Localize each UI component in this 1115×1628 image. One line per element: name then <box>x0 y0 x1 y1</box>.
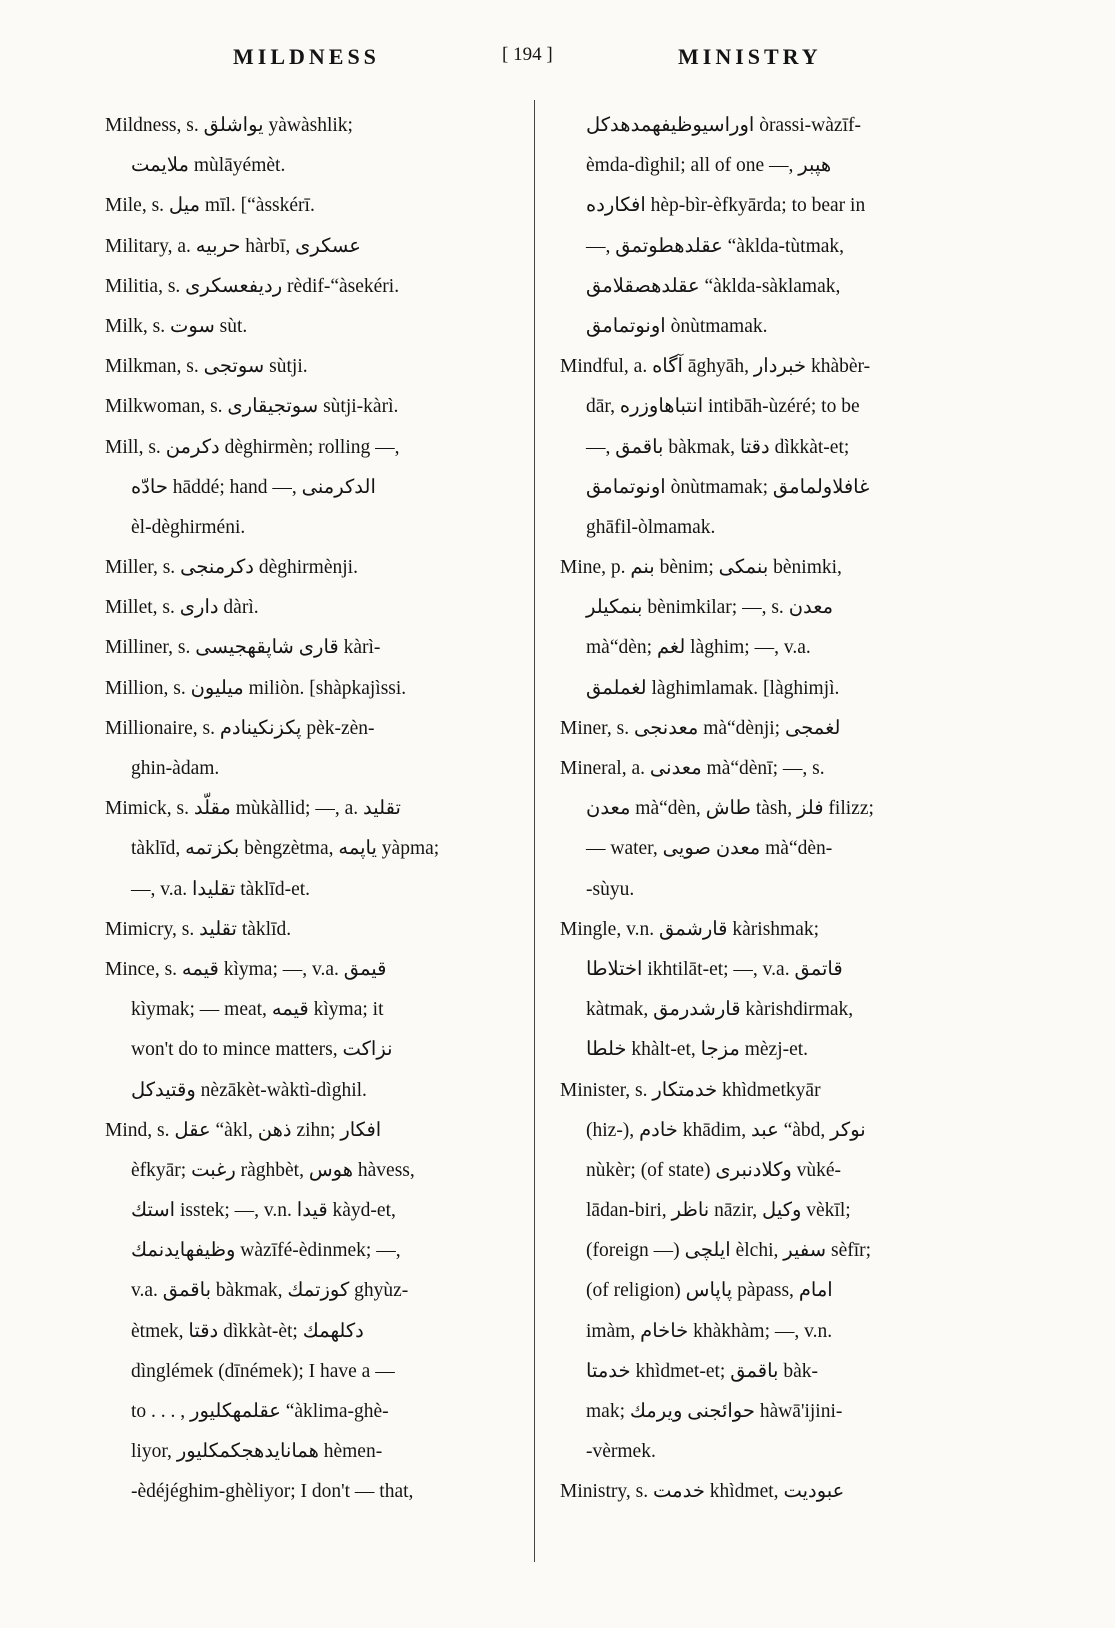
dictionary-line: èl-dèghirméni. <box>131 516 246 538</box>
dictionary-line: èmda-dìghil; all of one —, هپبر <box>586 155 832 177</box>
dictionary-line: معدن mà“dèn, طاش tàsh, فلز filizz; <box>586 798 874 820</box>
dictionary-line: -vèrmek. <box>586 1441 656 1463</box>
dictionary-line: Military, a. حربیه hàrbī, عسکری <box>105 235 361 257</box>
dictionary-line: won't do to mince matters, نزاکت <box>131 1039 393 1061</box>
dictionary-line: (hiz-), خادم khādim, عبد “àbd, نوکر <box>586 1119 866 1141</box>
dictionary-line: وقتیدکل nèzākèt-wàktì-dìghil. <box>131 1079 367 1101</box>
dictionary-line: Milkwoman, s. سوتجیقاری sùtji-kàrì. <box>105 396 399 418</box>
right-column <box>560 106 975 1513</box>
dictionary-line: Mile, s. میل mīl. [“àsskérī. <box>105 195 315 217</box>
column-divider <box>534 100 535 1562</box>
dictionary-line: بنمکیلر bènimkilar; —, s. معدن <box>586 597 834 619</box>
dictionary-line: Milk, s. سوت sùt. <box>105 315 248 337</box>
dictionary-line: وظیفهایدنمك wàzīfé-èdinmek; —, <box>131 1240 401 1262</box>
left-column <box>105 106 520 1513</box>
dictionary-line: Millionaire, s. پكزنكینادم pèk-zèn- <box>105 717 375 739</box>
dictionary-line: Ministry, s. خدمت khìdmet, عبودیت <box>560 1481 845 1503</box>
dictionary-line: اونوتمامق ònùtmamak. <box>586 315 768 337</box>
dictionary-line: Mineral, a. معدنی mà“dènī; —, s. <box>560 758 825 779</box>
dictionary-line: حادّه hāddé; hand —, الدکرمنی <box>131 476 376 498</box>
dictionary-line: Mingle, v.n. قارشمق kàrishmak; <box>560 918 820 940</box>
dictionary-line: liyor, همانایدهجکمکلیور hèmen- <box>131 1441 383 1463</box>
dictionary-line: (of religion) پاپاس pàpass, امام <box>586 1280 833 1302</box>
dictionary-line: Mill, s. دکرمن dèghirmèn; rolling —, <box>105 436 400 458</box>
dictionary-line: اختلاطا ikhtilāt-et; —, v.a. قاتمق <box>586 958 843 980</box>
dictionary-line: اونوتمامق ònùtmamak; غافلاولمامق <box>586 476 870 498</box>
dictionary-line: to . . . , عقلمهکلیور “àklima-ghè- <box>131 1401 389 1422</box>
dictionary-line: Militia, s. ردیفعسکری rèdif-“àsekéri. <box>105 275 400 297</box>
dictionary-line: استك isstek; —, v.n. قیدا kàyd-et, <box>131 1200 396 1222</box>
dictionary-line: — water, معدن صویی mà“dèn- <box>586 838 833 860</box>
dictionary-line: v.a. باقمق bàkmak, کوزتمك ghyùz- <box>131 1280 409 1302</box>
dictionary-line: Million, s. میلیون miliòn. [shàpkajìssi. <box>105 677 407 699</box>
dictionary-line: mà“dèn; لغم làghim; —, v.a. <box>586 637 811 659</box>
dictionary-line: —, باقمق bàkmak, دقتا dìkkàt-et; <box>586 436 850 458</box>
running-head-left: MILDNESS <box>233 44 380 69</box>
dictionary-line: Milkman, s. سوتجی sùtji. <box>105 356 308 378</box>
dictionary-line: kìymak; — meat, قیمه kìyma; it <box>131 999 384 1021</box>
dictionary-line: lādan-biri, ناظر nāzir, وکیل vèkīl; <box>586 1200 851 1222</box>
dictionary-line: —, عقلدهطوتمق “àklda-tùtmak, <box>586 235 845 257</box>
page-header <box>0 44 1115 84</box>
dictionary-line: dār, انتباهاوزره intibāh-ùzéré; to be <box>586 396 860 418</box>
dictionary-line: dìnglémek (dīnémek); I have a — <box>131 1360 395 1382</box>
dictionary-line: -èdéjéghim-ghèliyor; I don't — that, <box>131 1481 414 1503</box>
dictionary-line: Mimick, s. مقلّد mùkàllid; —, a. تقلید <box>105 798 401 820</box>
dictionary-line: خدمتا khìdmet-et; باقمق bàk- <box>586 1360 818 1382</box>
dictionary-line: عقلدهصقلامق “àklda-sàklamak, <box>586 275 841 297</box>
dictionary-line: ètmek, دقتا dìkkàt-èt; دکلهمك <box>131 1320 364 1342</box>
dictionary-line: Milliner, s. قاری شاپقهجیسی kàrì- <box>105 637 381 659</box>
dictionary-line: èfkyār; رغبت ràghbèt, هوس hàvess, <box>131 1159 415 1181</box>
dictionary-line: ghāfil-òlmamak. <box>586 516 716 538</box>
dictionary-line: nùkèr; (of state) وکلادنبری vùké- <box>586 1159 842 1181</box>
dictionary-line: Mimicry, s. تقلید tàklīd. <box>105 918 292 940</box>
dictionary-line: Miller, s. دکرمنجی dèghirmènji. <box>105 557 358 579</box>
dictionary-line: Millet, s. داری dàrì. <box>105 597 259 619</box>
dictionary-line: Mindful, a. آگاه āghyāh, خبردار khàbèr- <box>560 356 871 378</box>
dictionary-line: Mildness, s. یواشلق yàwàshlik; <box>105 115 353 136</box>
dictionary-line: Miner, s. معدنجی mà“dènji; لغمجی <box>560 717 841 739</box>
dictionary-line: ghin-àdam. <box>131 758 220 779</box>
dictionary-line: ملایمت mùlāyémèt. <box>131 155 286 177</box>
dictionary-line: -sùyu. <box>586 878 635 900</box>
dictionary-line: اوراسیوظیفهمدهدکل òrassi-wàzīf- <box>586 115 861 136</box>
dictionary-line: mak; حوائجنی ویرمك hàwā'ijini- <box>586 1401 843 1422</box>
dictionary-line: Mind, s. عقل “àkl, ذهن zihn; افکار <box>105 1119 382 1141</box>
dictionary-line: tàklīd, بکزتمه bèngzètma, یاپمه yàpma; <box>131 838 440 860</box>
dictionary-line: —, v.a. تقلیدا tàklīd-et. <box>131 878 311 900</box>
dictionary-line: Minister, s. خدمتکار khìdmetkyār <box>560 1079 821 1101</box>
dictionary-line: Mine, p. بنم bènim; بنمكی bènimki, <box>560 557 842 579</box>
page-number: [ 194 ] <box>502 44 553 65</box>
dictionary-line: imàm, خاخام khàkhàm; —, v.n. <box>586 1320 833 1342</box>
dictionary-line: kàtmak, قارشدرمق kàrishdirmak, <box>586 999 854 1021</box>
dictionary-line: لغملمق làghimlamak. [làghimjì. <box>586 677 840 699</box>
dictionary-line: (foreign —) ایلچی èlchi, سفیر sèfīr; <box>586 1240 872 1262</box>
dictionary-line: Mince, s. قیمه kìyma; —, v.a. قیمق <box>105 958 387 980</box>
running-head-right: MINISTRY <box>678 44 822 69</box>
dictionary-line: خلطا khàlt-et, مزجا mèzj-et. <box>586 1039 809 1061</box>
dictionary-line: افکارده hèp-bìr-èfkyārda; to bear in <box>586 195 866 217</box>
